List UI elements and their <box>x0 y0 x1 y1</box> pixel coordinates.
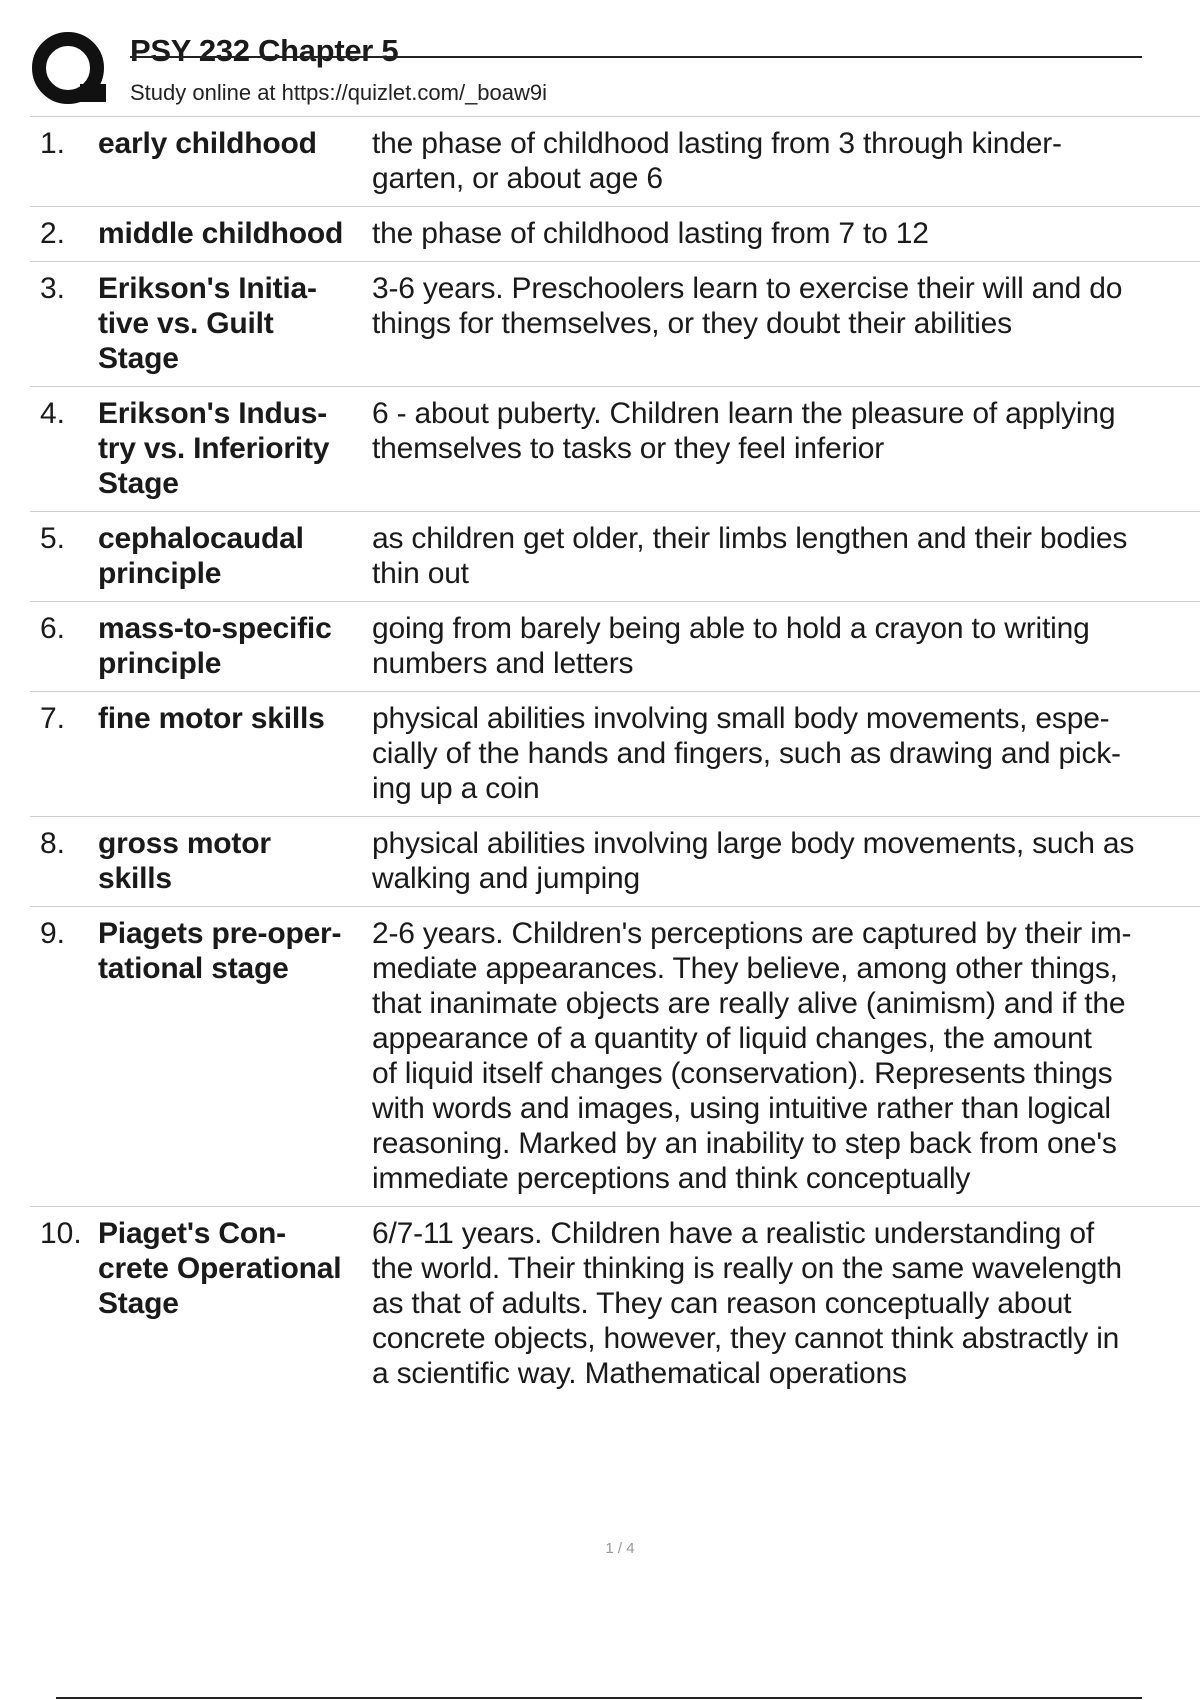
card-term: cephalocaudal principle <box>98 522 304 590</box>
card-definition: as children get older, their limbs lengthen and their bodies thin out <box>372 522 1128 590</box>
flashcard-row <box>30 602 1200 692</box>
card-number: 4. <box>40 397 66 430</box>
card-number: 8. <box>40 827 66 860</box>
footer-rule <box>56 1697 1142 1699</box>
flashcard-row <box>30 817 1200 907</box>
card-definition: the phase of childhood lasting from 7 to 12 <box>372 217 929 250</box>
card-definition: physical abilities involving large body movements, such as walking and jumping <box>372 827 1135 895</box>
flashcard-row <box>30 907 1200 1207</box>
card-term: Erikson's Indus- try vs. Inferiority Stage <box>98 397 330 500</box>
card-number: 9. <box>40 917 66 950</box>
page-indicator: 1 / 4 <box>605 1540 635 1557</box>
card-definition: 6/7-11 years. Children have a realistic understanding of the world. Their thinking is really on the same wavelength as that of adults. They can reason conceptually about concrete objects, however, they cannot think abstractly in a scientific way. Mathematical operations <box>372 1217 1122 1390</box>
card-definition: going from barely being able to hold a crayon to writing numbers and letters <box>372 612 1090 680</box>
flashcard-list <box>30 117 1200 1401</box>
card-term: Piaget's Con- crete Operational Stage <box>98 1217 342 1320</box>
card-number: 1. <box>40 127 66 160</box>
card-term: fine motor skills <box>98 702 325 735</box>
quizlet-q-logo-icon <box>30 30 110 110</box>
flashcard-row <box>30 262 1200 387</box>
flashcard-row <box>30 512 1200 602</box>
flashcard-row <box>30 692 1200 817</box>
card-definition: physical abilities involving small body movements, espe- cially of the hands and fingers, such as drawing and pick- ing up a coin <box>372 702 1121 805</box>
card-number: 3. <box>40 272 66 305</box>
document-title: PSY 232 Chapter 5 <box>130 33 399 68</box>
card-number: 2. <box>40 217 66 250</box>
flashcard-row <box>30 1207 1200 1401</box>
card-definition: 6 - about puberty. Children learn the pleasure of applying themselves to tasks or they feel inferior <box>372 397 1116 465</box>
study-online-link[interactable]: Study online at https://quizlet.com/_boaw9i <box>130 80 548 105</box>
card-number: 10. <box>40 1217 82 1250</box>
flashcard-row <box>30 207 1200 262</box>
card-term: Piagets pre-oper- tational stage <box>98 917 342 985</box>
card-number: 7. <box>40 702 66 735</box>
card-term: Erikson's Initia- tive vs. Guilt Stage <box>98 272 317 375</box>
card-definition: 3-6 years. Preschoolers learn to exercise their will and do things for themselves, or they doubt their abilities <box>372 272 1123 340</box>
flashcard-row <box>30 117 1200 207</box>
card-definition: the phase of childhood lasting from 3 through kinder- garten, or about age 6 <box>372 127 1062 195</box>
card-number: 5. <box>40 522 66 555</box>
card-term: gross motor skills <box>98 827 271 895</box>
card-definition: 2-6 years. Children's perceptions are captured by their im- mediate appearances. They believe, among other things, that inanimate objects are really alive (animism) and if the appearance of a quantity of liquid changes, the amount of liquid itself changes (conservation). Represents things with words and images, using intuitive rather than logical reasoning. Marked by an inability to step back from one's immediate perceptions and think conceptually <box>372 917 1132 1195</box>
card-term: mass-to-specific principle <box>98 612 332 680</box>
card-term: middle childhood <box>98 217 344 250</box>
title-rule <box>130 56 1142 58</box>
card-number: 6. <box>40 612 66 645</box>
card-term: early childhood <box>98 127 317 160</box>
flashcard-row <box>30 387 1200 512</box>
